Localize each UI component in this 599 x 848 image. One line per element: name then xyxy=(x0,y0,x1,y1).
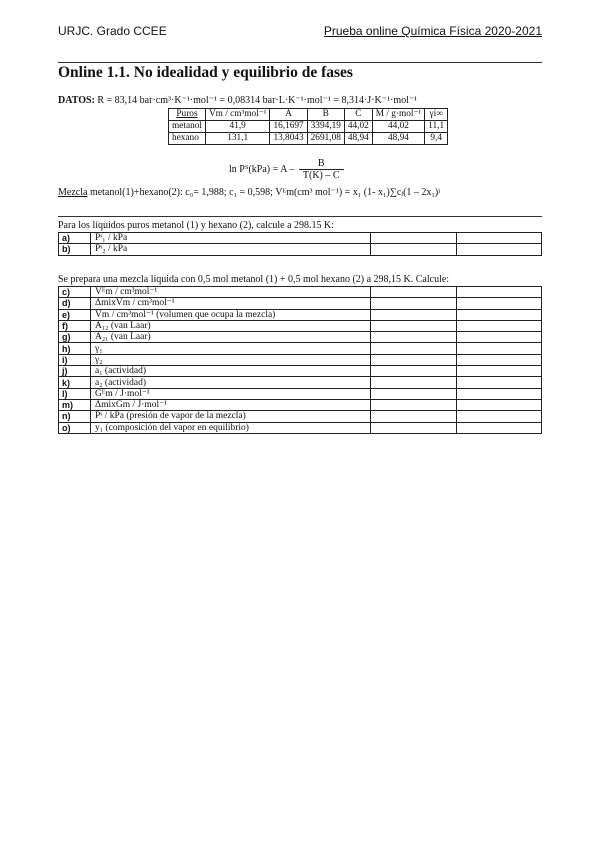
answer-extra-cell[interactable] xyxy=(456,332,542,343)
puros-cell: 11,1 xyxy=(425,121,448,133)
question-row xyxy=(59,298,542,309)
puros-cell: 9,4 xyxy=(425,133,448,145)
question-row xyxy=(59,388,542,399)
puros-header-cell: B xyxy=(307,109,344,121)
question-key: f) xyxy=(59,320,91,331)
puros-cell: 131,1 xyxy=(205,133,269,145)
pure-compounds-table xyxy=(168,108,448,145)
section-divider xyxy=(58,216,542,217)
question-row xyxy=(59,377,542,388)
question-text: Pˢ / kPa (presión de vapor de la mezcla) xyxy=(91,411,371,422)
answer-cell[interactable] xyxy=(371,388,457,399)
antoine-equation xyxy=(229,158,344,181)
question-text: A₁₂ (van Laar) xyxy=(91,320,371,331)
question-key: l) xyxy=(59,388,91,399)
answer-extra-cell[interactable] xyxy=(456,388,542,399)
section1-table xyxy=(58,232,542,256)
puros-cell: metanol xyxy=(169,121,206,133)
question-row xyxy=(59,233,542,244)
question-key: k) xyxy=(59,377,91,388)
puros-cell: 48,94 xyxy=(372,133,424,145)
equation-denominator: T(K) – C xyxy=(302,170,340,181)
answer-cell[interactable] xyxy=(371,287,457,298)
question-text: Vᴱm / cm³mol⁻¹ xyxy=(91,287,371,298)
question-text: γ₂ xyxy=(91,354,371,365)
puros-row xyxy=(169,121,448,133)
question-text: ΔmixGm / J·mol⁻¹ xyxy=(91,399,371,410)
question-text: Gᴱm / J·mol⁻¹ xyxy=(91,388,371,399)
question-key: j) xyxy=(59,366,91,377)
puros-header-cell: C xyxy=(344,109,372,121)
answer-cell[interactable] xyxy=(371,320,457,331)
question-key: h) xyxy=(59,343,91,354)
puros-cell: 3394,19 xyxy=(307,121,344,133)
question-row xyxy=(59,332,542,343)
question-row xyxy=(59,366,542,377)
equation-lhs-rest: (kPa) = A – xyxy=(248,163,295,175)
question-row xyxy=(59,320,542,331)
answer-cell[interactable] xyxy=(371,422,457,433)
question-text: Pˢ₂ / kPa xyxy=(91,244,371,255)
answer-extra-cell[interactable] xyxy=(456,309,542,320)
question-text: Pˢ₁ / kPa xyxy=(91,233,371,244)
question-row xyxy=(59,422,542,433)
puros-cell: 44,02 xyxy=(372,121,424,133)
answer-extra-cell[interactable] xyxy=(456,411,542,422)
answer-cell[interactable] xyxy=(371,244,457,255)
question-key: i) xyxy=(59,354,91,365)
equation-lhs-sup: S xyxy=(244,163,249,171)
header-right: Prueba online Química Física 2020-2021 xyxy=(323,24,542,38)
equation-numerator: B xyxy=(299,158,344,170)
puros-cell: 48,94 xyxy=(344,133,372,145)
answer-extra-cell[interactable] xyxy=(456,422,542,433)
answer-extra-cell[interactable] xyxy=(456,343,542,354)
question-key: g) xyxy=(59,332,91,343)
question-key: d) xyxy=(59,298,91,309)
question-key: m) xyxy=(59,399,91,410)
answer-cell[interactable] xyxy=(371,233,457,244)
answer-cell[interactable] xyxy=(371,366,457,377)
title-top-rule xyxy=(58,62,542,63)
puros-header-cell: M / g·mol⁻¹ xyxy=(372,109,424,121)
puros-header-cell: Vm / cm³mol⁻¹ xyxy=(205,109,269,121)
mezcla-label: Mezcla xyxy=(58,187,88,198)
question-key: c) xyxy=(59,287,91,298)
question-text: γ₁ xyxy=(91,343,371,354)
answer-cell[interactable] xyxy=(371,354,457,365)
datos-label: DATOS: xyxy=(58,95,95,106)
question-key: b) xyxy=(59,244,91,255)
section2-intro: Se prepara una mezcla líquida con 0,5 mol metanol (1) + 0,5 mol hexano (2) a 298,15 K. Calcule: xyxy=(58,274,450,285)
question-row xyxy=(59,399,542,410)
puros-cell: 16,1697 xyxy=(270,121,307,133)
answer-cell[interactable] xyxy=(371,332,457,343)
question-text: y₁ (composición del vapor en equilibrio) xyxy=(91,422,371,433)
header-left: URJC. Grado CCEE xyxy=(58,24,167,38)
puros-row xyxy=(169,133,448,145)
question-text: a₂ (actividad) xyxy=(91,377,371,388)
answer-extra-cell[interactable] xyxy=(456,320,542,331)
mezcla-text: metanol(1)+hexano(2): c₀= 1,988; c₁ = 0,598; Vᴱm(cm³ mol⁻¹) = x₁ (1- x₁)∑cⱼ(1 – 2x₁)ʲ xyxy=(87,187,440,198)
question-row xyxy=(59,309,542,320)
question-key: n) xyxy=(59,411,91,422)
puros-cell: 41,9 xyxy=(205,121,269,133)
question-row xyxy=(59,343,542,354)
answer-cell[interactable] xyxy=(371,399,457,410)
question-row xyxy=(59,287,542,298)
datos-line xyxy=(58,95,417,106)
puros-header-cell: Puros xyxy=(169,109,206,121)
answer-cell[interactable] xyxy=(371,377,457,388)
question-text: A₂₁ (van Laar) xyxy=(91,332,371,343)
answer-cell[interactable] xyxy=(371,298,457,309)
question-row xyxy=(59,411,542,422)
equation-fraction xyxy=(299,158,344,181)
puros-header-cell: γi∞ xyxy=(425,109,448,121)
puros-cell: 2691,08 xyxy=(307,133,344,145)
puros-cell: 13,8043 xyxy=(270,133,307,145)
answer-cell[interactable] xyxy=(371,411,457,422)
question-key: o) xyxy=(59,422,91,433)
equation-lhs: ln P xyxy=(229,163,245,175)
section2-table xyxy=(58,286,542,434)
answer-extra-cell[interactable] xyxy=(456,287,542,298)
answer-cell[interactable] xyxy=(371,343,457,354)
puros-cell: hexano xyxy=(169,133,206,145)
question-text: ΔmixVm / cm³mol⁻¹ xyxy=(91,298,371,309)
answer-extra-cell[interactable] xyxy=(456,399,542,410)
answer-extra-cell[interactable] xyxy=(456,366,542,377)
section1-intro: Para los líquidos puros metanol (1) y hexano (2), calcule a 298.15 K: xyxy=(58,220,335,231)
page-title: Online 1.1. No idealidad y equilibrio de fases xyxy=(58,64,353,81)
answer-extra-cell[interactable] xyxy=(456,354,542,365)
question-row xyxy=(59,354,542,365)
question-text: a₁ (actividad) xyxy=(91,366,371,377)
puros-header-cell: A xyxy=(270,109,307,121)
mezcla-line xyxy=(58,187,440,198)
question-text: Vm / cm³mol⁻¹ (volumen que ocupa la mezcla) xyxy=(91,309,371,320)
answer-extra-cell[interactable] xyxy=(456,377,542,388)
answer-extra-cell[interactable] xyxy=(456,244,542,255)
puros-cell: 44,02 xyxy=(344,121,372,133)
answer-extra-cell[interactable] xyxy=(456,233,542,244)
answer-extra-cell[interactable] xyxy=(456,298,542,309)
question-key: e) xyxy=(59,309,91,320)
question-key: a) xyxy=(59,233,91,244)
answer-cell[interactable] xyxy=(371,309,457,320)
question-row xyxy=(59,244,542,255)
datos-text: R = 83,14 bar·cm³·K⁻¹·mol⁻¹ = 0,08314 bar·L·K⁻¹·mol⁻¹ = 8,314·J·K⁻¹·mol⁻¹ xyxy=(97,95,418,106)
